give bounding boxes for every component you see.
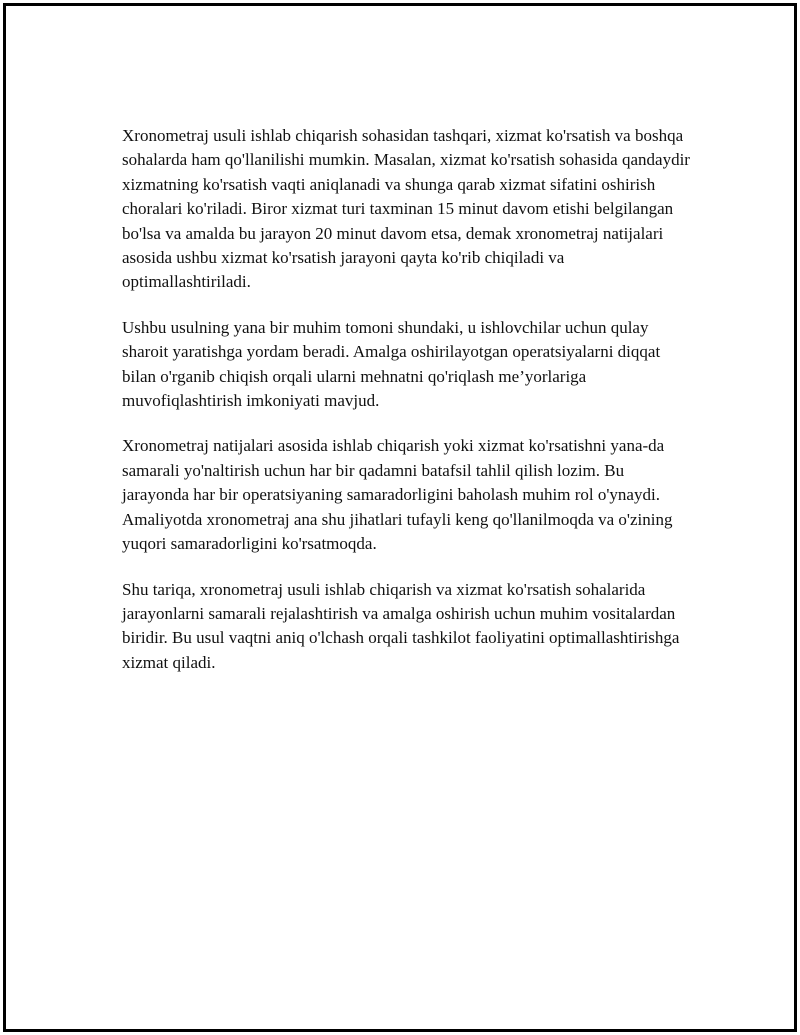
paragraph-3: Xronometraj natijalari asosida ishlab chiqarish yoki xizmat ko'rsatishni yana-da samarali yo'naltirish uchun har bir qadamni batafsil tahlil qilish lozim. Bu jarayonda har bir operatsiyaning samaradorligini baholash muhim rol o'ynaydi. Amaliyotda xronometraj ana shu jihatlari tufayli keng qo'llanilmoqda va o'zining yuqori samaradorligini ko'rsatmoqda. xyxy=(122,436,673,554)
paragraph-4: Shu tariqa, xronometraj usuli ishlab chiqarish va xizmat ko'rsatish sohalarida jarayonlarni samarali rejalashtirish va amalga oshirish uchun muhim vositalardan biridir. Bu usul vaqtni aniq o'lchash orqali tashkilot faoliyatini optimallashtirishga xizmat qiladi. xyxy=(122,579,680,672)
page-frame xyxy=(3,3,797,1032)
document-body xyxy=(122,124,692,696)
paragraph-1: Xronometraj usuli ishlab chiqarish sohasidan tashqari, xizmat ko'rsatish va boshqa sohalarda ham qo'llanilishi mumkin. Masalan, xizmat ko'rsatish sohasida qandaydir xizmatning ko'rsatish vaqti aniqlanadi va shunga qarab xizmat sifatini oshirish choralari ko'riladi. Biror xizmat turi taxminan 15 minut davom etishi belgilangan bo'lsa va amalda bu jarayon 20 minut davom etsa, demak xronometraj natijalari asosida ushbu xizmat ko'rsatish jarayoni qayta ko'rib chiqiladi va optimallashtiriladi. xyxy=(122,126,690,292)
paragraph-2: Ushbu usulning yana bir muhim tomoni shundaki, u ishlovchilar uchun qulay sharoit yaratishga yordam beradi. Amalga oshirilayotgan operatsiyalarni diqqat bilan o'rganib chiqish orqali ularni mehnatni qo'riqlash me’yorlariga muvofiqlashtirish imkoniyati mavjud. xyxy=(122,317,661,411)
